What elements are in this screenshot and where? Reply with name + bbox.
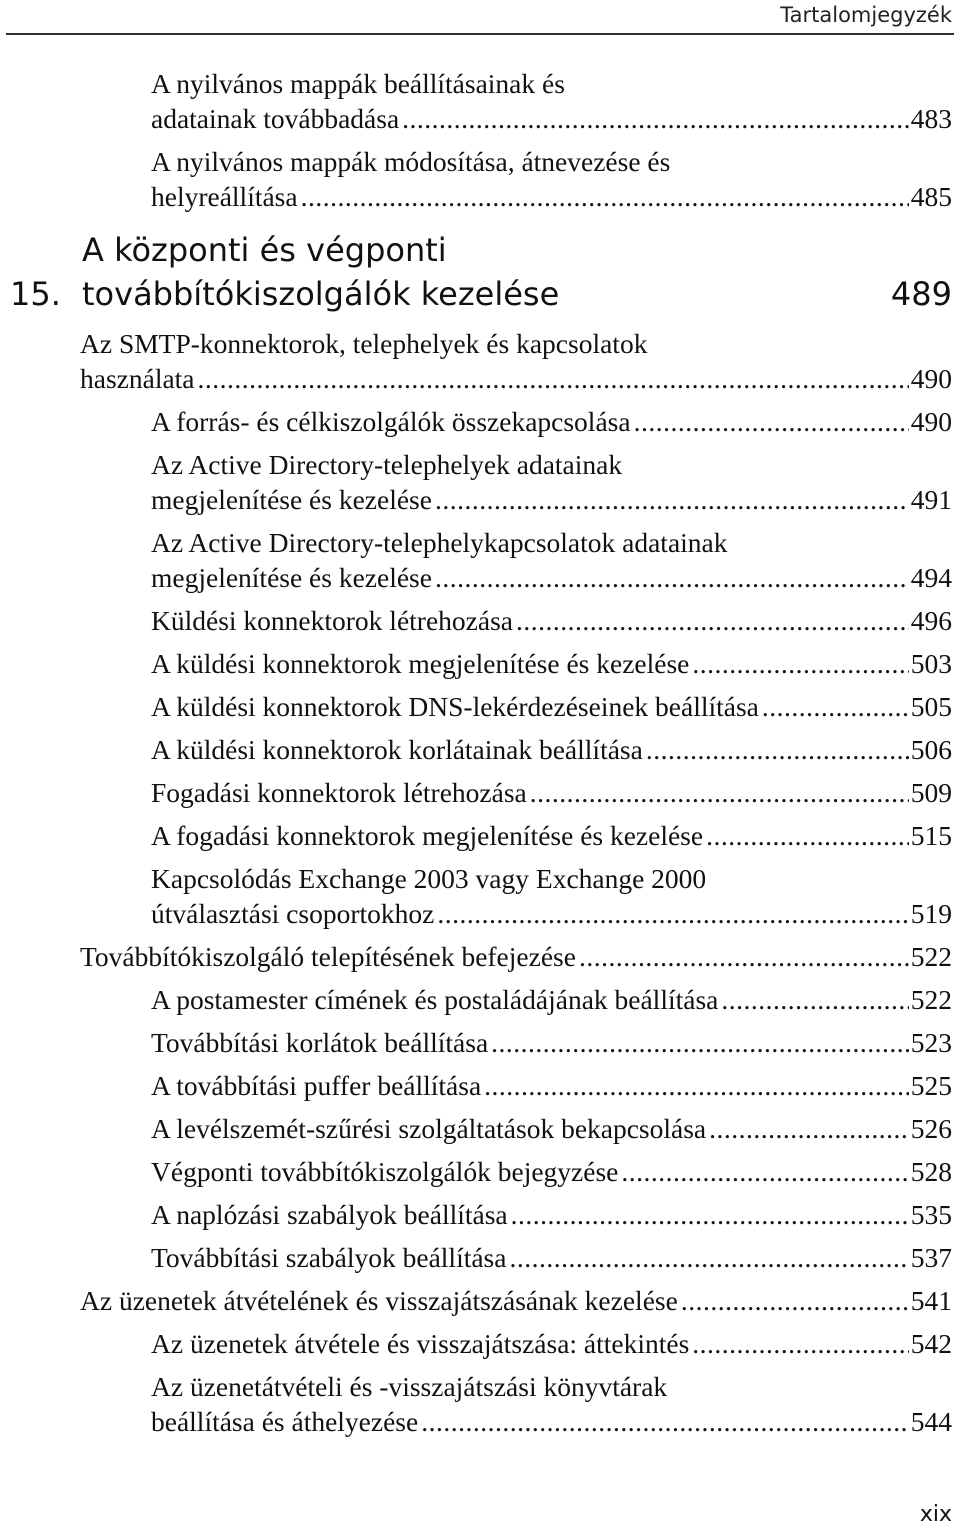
toc-entry[interactable] bbox=[0, 144, 960, 214]
toc-entry[interactable] bbox=[0, 1283, 960, 1318]
toc-entry[interactable] bbox=[0, 775, 960, 810]
dot-leader bbox=[511, 1197, 909, 1232]
dot-leader bbox=[762, 689, 909, 724]
toc-entry-text: Küldési konnektorok létrehozása bbox=[151, 605, 513, 636]
toc-page-number: 537 bbox=[910, 1242, 952, 1273]
toc-entry-text: Továbbítási szabályok beállítása bbox=[151, 1242, 507, 1273]
toc-entry[interactable] bbox=[0, 447, 960, 517]
toc-entry-text: Az Active Directory-telephelykapcsolatok adatainak bbox=[151, 527, 728, 558]
toc-entry-final-line bbox=[151, 732, 952, 767]
toc-entry[interactable] bbox=[0, 732, 960, 767]
dot-leader bbox=[709, 1111, 909, 1146]
toc-entry[interactable] bbox=[0, 1326, 960, 1361]
toc-entry-text: Az üzenetek átvételének és visszajátszásának kezelése bbox=[80, 1285, 678, 1316]
toc-entry-final-line bbox=[151, 603, 952, 638]
toc-entry-text: helyreállítása bbox=[151, 181, 298, 212]
toc-page-number: 506 bbox=[910, 734, 952, 765]
toc-entry[interactable] bbox=[0, 818, 960, 853]
chapter-number: 15. bbox=[10, 275, 61, 313]
toc-entry-final-line bbox=[151, 1025, 952, 1060]
toc-entry[interactable] bbox=[0, 861, 960, 931]
toc-entry-text: A forrás- és célkiszolgálók összekapcsolása bbox=[151, 406, 631, 437]
toc-page-number: 496 bbox=[910, 605, 952, 636]
toc-entry-final-line bbox=[151, 1197, 952, 1232]
page-folio: xix bbox=[919, 1502, 952, 1527]
dot-leader bbox=[437, 896, 908, 931]
toc-entry[interactable] bbox=[0, 404, 960, 439]
toc-entry-final-line bbox=[151, 482, 952, 517]
toc-page-number: 490 bbox=[910, 363, 952, 394]
running-head-title: Tartalomjegyzék bbox=[780, 3, 952, 27]
dot-leader bbox=[634, 404, 909, 439]
toc-entry-final-line bbox=[80, 361, 952, 396]
dot-leader bbox=[530, 775, 909, 810]
toc-entry-text: Fogadási konnektorok létrehozása bbox=[151, 777, 527, 808]
toc-entry-text: A naplózási szabályok beállítása bbox=[151, 1199, 508, 1230]
toc-entry-final-line bbox=[151, 179, 952, 214]
dot-leader bbox=[621, 1154, 908, 1189]
toc-section-top bbox=[0, 66, 960, 214]
toc-page-number: 490 bbox=[910, 406, 952, 437]
toc-entry[interactable] bbox=[0, 646, 960, 681]
toc-entry-text: Továbbítókiszolgáló telepítésének befejezése bbox=[80, 941, 576, 972]
chapter-title-line: A központi és végponti bbox=[82, 231, 447, 269]
toc-entry-text: A fogadási konnektorok megjelenítése és kezelése bbox=[151, 820, 704, 851]
toc-page-number: 509 bbox=[910, 777, 952, 808]
toc-entry-text: Az üzenetátvételi és -visszajátszási könyvtárak bbox=[151, 1371, 668, 1402]
toc-entry-text: A nyilvános mappák módosítása, átnevezése és bbox=[151, 146, 671, 177]
toc-page-number: 494 bbox=[910, 562, 952, 593]
dot-leader bbox=[491, 1025, 909, 1060]
toc-page-number: 526 bbox=[910, 1113, 952, 1144]
toc-entry-text: A levélszemét-szűrési szolgáltatások bekapcsolása bbox=[151, 1113, 707, 1144]
toc-entry[interactable] bbox=[0, 326, 960, 396]
dot-leader bbox=[516, 603, 909, 638]
toc-entry[interactable] bbox=[0, 1111, 960, 1146]
toc-entry-final-line bbox=[151, 1404, 952, 1439]
dot-leader bbox=[402, 101, 909, 136]
toc-entry-text: használata bbox=[80, 363, 195, 394]
toc-entry-text: beállítása és áthelyezése bbox=[151, 1406, 419, 1437]
toc-page-number: 542 bbox=[910, 1328, 952, 1359]
dot-leader bbox=[301, 179, 909, 214]
toc-entry[interactable] bbox=[0, 689, 960, 724]
toc-page-number: 491 bbox=[910, 484, 952, 515]
toc-page-number: 535 bbox=[910, 1199, 952, 1230]
toc-entry-final-line bbox=[151, 818, 952, 853]
toc-page-number: 544 bbox=[910, 1406, 952, 1437]
toc-entry[interactable] bbox=[0, 525, 960, 595]
chapter-page-number: 489 bbox=[890, 275, 952, 313]
dot-leader bbox=[435, 482, 909, 517]
toc-page-number: 515 bbox=[910, 820, 952, 851]
dot-leader bbox=[646, 732, 909, 767]
toc-entry-final-line bbox=[80, 939, 952, 974]
dot-leader bbox=[198, 361, 909, 396]
toc-entry[interactable] bbox=[0, 982, 960, 1017]
toc-page-number: 503 bbox=[910, 648, 952, 679]
toc-entry[interactable] bbox=[0, 1240, 960, 1275]
toc-entry[interactable] bbox=[0, 939, 960, 974]
toc-page-number: 519 bbox=[910, 898, 952, 929]
toc-entry-text: Kapcsolódás Exchange 2003 vagy Exchange 2000 bbox=[151, 863, 707, 894]
toc-entry-final-line bbox=[151, 896, 952, 931]
toc-entry-final-line bbox=[151, 1154, 952, 1189]
toc-entry[interactable] bbox=[0, 1068, 960, 1103]
toc-entry-final-line bbox=[80, 1283, 952, 1318]
toc-entry-text: megjelenítése és kezelése bbox=[151, 562, 432, 593]
toc-entry-final-line bbox=[151, 560, 952, 595]
toc-page-number: 483 bbox=[910, 103, 952, 134]
toc-page-number: 505 bbox=[910, 691, 952, 722]
chapter-heading[interactable] bbox=[0, 228, 960, 316]
toc-entry-final-line bbox=[151, 982, 952, 1017]
toc-entry-final-line bbox=[151, 404, 952, 439]
toc-entry-text: Az üzenetek átvétele és visszajátszása: áttekintés bbox=[151, 1328, 690, 1359]
toc-entry-final-line bbox=[151, 1326, 952, 1361]
toc-entry-text: A küldési konnektorok korlátainak beállítása bbox=[151, 734, 643, 765]
dot-leader bbox=[484, 1068, 909, 1103]
toc-entry-final-line bbox=[151, 775, 952, 810]
toc-entry-final-line bbox=[151, 1111, 952, 1146]
dot-leader bbox=[435, 560, 909, 595]
chapter-title bbox=[82, 228, 891, 316]
toc-entry-text: adatainak továbbadása bbox=[151, 103, 400, 134]
toc-entry[interactable] bbox=[0, 603, 960, 638]
dot-leader bbox=[579, 939, 909, 974]
toc-entry-text: Végponti továbbítókiszolgálók bejegyzése bbox=[151, 1156, 619, 1187]
toc-entry-text: megjelenítése és kezelése bbox=[151, 484, 432, 515]
toc-page-number: 485 bbox=[910, 181, 952, 212]
toc-page-number: 522 bbox=[910, 941, 952, 972]
toc-entry[interactable] bbox=[0, 1025, 960, 1060]
dot-leader bbox=[421, 1404, 909, 1439]
toc-entry-text: A nyilvános mappák beállításainak és bbox=[151, 68, 565, 99]
chapter-title-line: továbbítókiszolgálók kezelése bbox=[82, 275, 560, 313]
toc-entry-final-line bbox=[151, 1240, 952, 1275]
toc-page-number: 523 bbox=[910, 1027, 952, 1058]
dot-leader bbox=[509, 1240, 908, 1275]
table-of-contents bbox=[0, 66, 960, 1447]
toc-entry-text: A továbbítási puffer beállítása bbox=[151, 1070, 482, 1101]
toc-entry-text: Továbbítási korlátok beállítása bbox=[151, 1027, 489, 1058]
toc-entry-final-line bbox=[151, 101, 952, 136]
toc-entry-text: útválasztási csoportokhoz bbox=[151, 898, 435, 929]
toc-entry-text: Az SMTP-konnektorok, telephelyek és kapcsolatok bbox=[80, 328, 648, 359]
toc-entry-text: Az Active Directory-telephelyek adatainak bbox=[151, 449, 623, 480]
toc-entry[interactable] bbox=[0, 1154, 960, 1189]
toc-entry[interactable] bbox=[0, 1197, 960, 1232]
dot-leader bbox=[692, 646, 908, 681]
toc-entry[interactable] bbox=[0, 1369, 960, 1439]
toc-entry-text: A postamester címének és postaládájának beállítása bbox=[151, 984, 719, 1015]
dot-leader bbox=[721, 982, 908, 1017]
toc-page-number: 541 bbox=[910, 1285, 952, 1316]
toc-entry-final-line bbox=[151, 689, 952, 724]
toc-entry-text: A küldési konnektorok DNS-lekérdezéseinek beállítása bbox=[151, 691, 759, 722]
header-rule bbox=[6, 33, 954, 35]
toc-section-main bbox=[0, 326, 960, 1439]
toc-entry-final-line bbox=[151, 1068, 952, 1103]
toc-entry-final-line bbox=[151, 646, 952, 681]
toc-entry-text: A küldési konnektorok megjelenítése és kezelése bbox=[151, 648, 690, 679]
toc-page-number: 522 bbox=[910, 984, 952, 1015]
dot-leader bbox=[706, 818, 909, 853]
toc-page-number: 525 bbox=[910, 1070, 952, 1101]
dot-leader bbox=[692, 1326, 908, 1361]
dot-leader bbox=[681, 1283, 909, 1318]
toc-page-number: 528 bbox=[910, 1156, 952, 1187]
toc-entry[interactable] bbox=[0, 66, 960, 136]
